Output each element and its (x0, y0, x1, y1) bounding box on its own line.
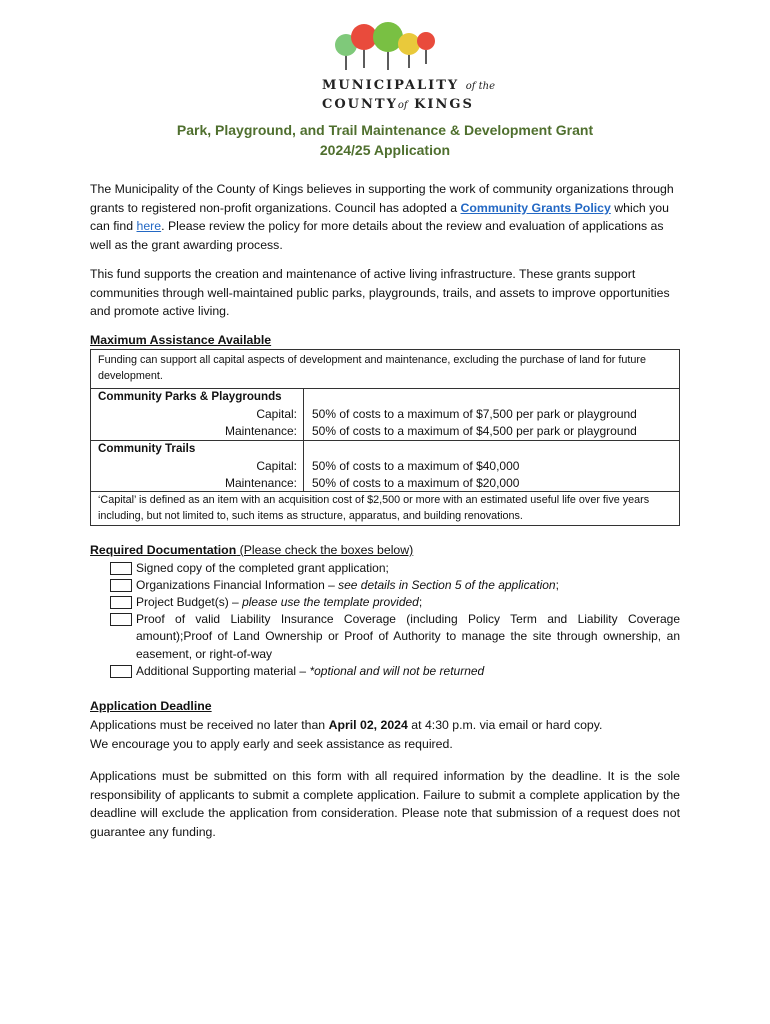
insurance-checkbox[interactable] (110, 613, 132, 626)
trails-category: Community Trails (98, 442, 196, 455)
municipality-logo (322, 20, 496, 114)
here-link[interactable]: here (136, 219, 162, 234)
trails-maintenance-label: Maintenance: (224, 476, 297, 490)
table-divider (91, 491, 679, 492)
page-title: Park, Playground, and Trail Maintenance & Development Grant (176, 122, 594, 138)
fund-paragraph: This fund supports the creation and maintenance of active living infrastructure. These grants support communities through well-maintained public parks, playgrounds, trails, and assets to improve opportunities and promote active living. (90, 267, 670, 319)
table-divider (91, 440, 679, 441)
parks-capital-label: Capital: (256, 407, 297, 421)
trees-icon (322, 20, 472, 76)
submission-paragraph: Applications must be submitted on this form with all required information by the deadline. It is the sole responsibility of applicants to submit a complete application. Failure to submit a complete application by the deadline will exclude the application from consideration. Please note that submission of a request does not guarantee any funding. (90, 769, 680, 839)
logo-line-2: COUNTYof KINGS (322, 97, 474, 112)
parks-maintenance-value: 50% of costs to a maximum of $4,500 per park or playground (312, 424, 637, 438)
trails-maintenance-value: 50% of costs to a maximum of $20,000 (312, 476, 520, 490)
logo-line-1: MUNICIPALITY of the (322, 78, 496, 93)
parks-capital-value: 50% of costs to a maximum of $7,500 per park or playground (312, 407, 637, 421)
doc-item-financial: Organizations Financial Information – see details in Section 5 of the application; (110, 577, 680, 594)
financial-info-checkbox[interactable] (110, 579, 132, 592)
trails-capital-label: Capital: (256, 459, 297, 473)
project-budget-checkbox[interactable] (110, 596, 132, 609)
tree-3 (373, 22, 403, 52)
page-subtitle: 2024/25 Application (319, 142, 451, 158)
parks-maintenance-label: Maintenance: (224, 424, 297, 438)
doc-item-budget: Project Budget(s) – please use the template provided; (110, 594, 680, 611)
doc-item-insurance: Proof of valid Liability Insurance Coverage (including Policy Term and Liability Coverage amount);Proof of Land Ownership or Proof of Authority to manage the site through ownership, an easement, or right-of-way (110, 611, 680, 663)
doc-item-signed-copy: Signed copy of the completed grant application; (110, 560, 680, 577)
tree-4 (398, 33, 420, 55)
intro-paragraph: The Municipality of the County of Kings believes in supporting the work of community organizations through grants to registered non-profit organizations. Council has adopted a Community Grants Policy which you can find here. Please review the policy for more details about the review and evaluation of applications as well as the grant awarding process. (90, 182, 674, 252)
deadline-text: Applications must be received no later than April 02, 2024 at 4:30 p.m. via email or hard copy. We encourage you to apply early and seek assistance as required. (90, 718, 603, 751)
assistance-table (90, 349, 680, 526)
required-docs-heading: Required Documentation (Please check the boxes below) (90, 543, 414, 557)
doc-item-supporting: Additional Supporting material – *optional and will not be returned (110, 663, 680, 680)
signed-copy-checkbox[interactable] (110, 562, 132, 575)
supporting-material-checkbox[interactable] (110, 665, 132, 678)
deadline-heading: Application Deadline (90, 699, 212, 713)
parks-category: Community Parks & Playgrounds (98, 390, 282, 403)
max-assistance-heading: Maximum Assistance Available (90, 333, 272, 347)
tree-5 (417, 32, 435, 50)
table-top-note: Funding can support all capital aspects of development and maintenance, excluding the purchase of land for future development. (98, 354, 646, 382)
community-grants-policy-link[interactable]: Community Grants Policy (460, 200, 611, 215)
table-divider (91, 388, 679, 389)
capital-definition: ‘Capital’ is defined as an item with an acquisition cost of $2,500 or more with an estimated useful life over five years including, but not limited to, such items as structure, apparatus, and building renovations. (98, 494, 650, 522)
trails-capital-value: 50% of costs to a maximum of $40,000 (312, 459, 520, 473)
